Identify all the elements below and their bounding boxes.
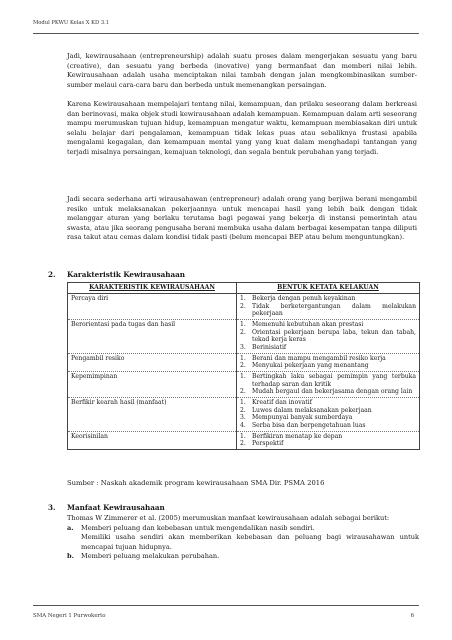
behavior-item-text: Berfikiran menatap ke depan (252, 432, 343, 440)
behavior-cell (237, 398, 420, 432)
table-header-characteristic: KARAKTERISTIK KEWIRAUSAHAAN (68, 283, 237, 294)
trait-cell: Pengambil resiko (68, 353, 237, 372)
table-row (68, 398, 420, 432)
behavior-item-number: 2. (240, 328, 246, 336)
behavior-item-number: 2. (240, 440, 246, 447)
behavior-item-number: 2. (240, 388, 246, 395)
behavior-item (240, 355, 416, 363)
trait-cell: Berorientasi pada tugas dan hasil (68, 320, 237, 354)
list-item (67, 524, 419, 534)
behavior-item-text: Berinisiatif (252, 343, 287, 351)
behavior-item-number: 4. (240, 421, 246, 429)
behavior-list (240, 321, 416, 351)
list-item-detail: Memiliki usaha sendiri akan memberikan kebebasan dan peluang bagi wirausahawan untuk mencapai tujuan hidupnya. (81, 533, 419, 551)
list-item-letter: b. (67, 552, 74, 561)
list-item-text: Memberi peluang dan kebebasan untuk mengendalikan nasib sendiri. (81, 523, 315, 532)
behavior-item (240, 407, 416, 415)
behavior-item-number: 2. (240, 362, 246, 369)
behavior-item-text: Menyukai pekerjaan yang menantang (252, 362, 369, 369)
behavior-item-text: Perspektif (252, 440, 284, 447)
behavior-item-number: 1. (240, 321, 246, 328)
trait-cell: Keorisinilan (68, 431, 237, 450)
header-divider (33, 33, 419, 34)
behavior-item-number: 2. (240, 406, 246, 414)
behavior-cell (237, 294, 420, 320)
behavior-cell (237, 353, 420, 372)
section-3-intro: Thomas W Zimmerer et al. (2005) merumuskan manfaat kewirausahaan adalah sebagai berikut: (67, 514, 390, 522)
table-row (68, 353, 420, 372)
footer-divider (33, 605, 419, 606)
table-row (68, 320, 420, 354)
behavior-item (240, 388, 416, 396)
section-2-title (48, 270, 185, 279)
behavior-item-text: Tidak berketergantungan dalam melakukan pekerjaan (252, 302, 416, 317)
behavior-item-text: Orientasi pekerjaan berupa laba, tekun dan tabah, tekad kerja keras (252, 328, 416, 343)
trait-cell: Berfikir kearah hasil (manfaat) (68, 398, 237, 432)
behavior-item-number: 2. (240, 302, 246, 310)
behavior-item-text: Bekerja dengan penuh keyakinan (252, 295, 356, 302)
table-header-row (68, 283, 420, 294)
behavior-item (240, 414, 416, 422)
table-source: Sumber : Naskah akademik program kewirausahaan SMA Dir. PSMA 2016 (67, 479, 325, 487)
list-item-detail-row (67, 533, 419, 552)
behavior-item (240, 321, 416, 329)
table-header-behavior: BENTUK KETATA KELAKUAN (237, 283, 420, 294)
behavior-item (240, 373, 416, 388)
table-row (68, 372, 420, 398)
table-body (68, 294, 420, 450)
behavior-item-number: 1. (240, 373, 246, 380)
table-row (68, 431, 420, 450)
section-2-number: 2. (48, 270, 56, 279)
trait-cell: Kepemimpinan (68, 372, 237, 398)
behavior-cell (237, 372, 420, 398)
section-2-heading: Karakteristik Kewirausahaan (67, 270, 186, 279)
behavior-item-number: 1. (240, 399, 246, 406)
page-header: Modul PKWU Kelas X KD 3.1 (33, 20, 110, 26)
behavior-item-text: Serba bisa dan berpengetahuan luas (252, 421, 366, 429)
list-item-letter: a. (67, 523, 74, 532)
behavior-list (240, 355, 416, 370)
page-number: 6 (410, 613, 414, 619)
behavior-item-number: 3. (240, 343, 246, 351)
behavior-item-text: Memenuhi kebutuhan akan prestasi (252, 321, 364, 328)
behavior-item (240, 440, 416, 448)
list-item (67, 552, 419, 562)
behavior-item-text: Mudah bergaul dan bekerjasama dengan orang lain (252, 388, 413, 395)
behavior-cell (237, 431, 420, 450)
behavior-item (240, 422, 416, 430)
behavior-item-text: Mempunyai banyak sumberdaya (252, 414, 353, 421)
behavior-item-text: Berani dan mampu mengambil resiko kerja (252, 354, 386, 362)
behavior-item-text: Kreatif dan inovatif (252, 399, 312, 406)
behavior-item-text: Luwes dalam melaksanakan pekerjaan (252, 406, 372, 414)
characteristics-table (67, 282, 420, 450)
behavior-item-number: 1. (240, 354, 246, 362)
behavior-item (240, 329, 416, 344)
list-item-text: Memberi peluang melakukan perubahan. (81, 552, 220, 561)
behavior-item-text: Bertingkah laku sebagai pemimpin yang terbuka terhadap saran dan kritik (252, 373, 416, 388)
behavior-list (240, 433, 416, 448)
section-3-number: 3. (48, 503, 56, 512)
trait-cell: Percaya diri (68, 294, 237, 320)
behavior-list (240, 373, 416, 396)
behavior-item-number: 1. (240, 432, 246, 440)
section-3-body (67, 514, 419, 562)
paragraph-1: Jadi, kewirausahaan (entrepreneurship) adalah suatu proses dalam mengerjakan sesuatu yang baru (creative), dan sesuatu yang berbeda (inovative) yang bermanfaat dan memberi nilai lebih. Kewirausahaan adalah usaha menciptakan nilai tambah dengan jalan mengkombinasikan sumber-sumber melaui cara-cara baru dan berbeda untuk memenangkan persaingan. (67, 52, 417, 89)
behavior-list (240, 399, 416, 429)
behavior-list (240, 295, 416, 318)
footer-school: SMA Negeri 1 Purwokerto (33, 613, 106, 619)
behavior-item (240, 399, 416, 407)
section-3-title (48, 503, 165, 512)
table-row (68, 294, 420, 320)
behavior-item-number: 1. (240, 295, 246, 302)
paragraph-3: Jadi secara sederhana arti wirausahawan (entrepreneur) adalah orang yang berjiwa berani mengambil resiko untuk melaksanakan pekerjaannya untuk mencapai hasil yang lebih baik dengan tidak melanggar aturan yang berlaku terutama bagi pegawai yang bekerja di instansi pemerintah atau swasta, atau jika seorang pengusaha berani membuka usaha dalam berbagai kesempatan tanpa diliputi rasa takut atau cemas dalam kondisi tidak pasti (belum mencapai BEP atau belum menguntungkan). (67, 195, 417, 242)
behavior-item (240, 303, 416, 318)
paragraph-2: Karena Kewirausahaan mempelajari tentang nilai, kemampuan, dan prilaku seseorang dalam berkreasi dan berinovasi, maka objek studi kewirausahaan adalah kemampuan. Kemampuan dalam arti seseorang mampu merumuskan tujuan hidup, kemampuan mengatur waktu, kemampuan membiasakan diri untuk selalu belajar dari pengalaman, kemampuan tidak lekas puas atau sebaliknya frustasi apabila mengalami kegagalan, dan kemampuan mental yang yang kuat dalam menghadapi tantangan yang terjadi misalnya persaingan, kemajuan teknologi, dan segala bentuk perubahan yang terjadi. (67, 100, 417, 156)
behavior-item (240, 344, 416, 352)
behavior-item (240, 295, 416, 303)
behavior-cell (237, 320, 420, 354)
behavior-item (240, 433, 416, 441)
section-3-heading: Manfaat Kewirausahaan (67, 503, 165, 512)
behavior-item-number: 3. (240, 414, 246, 421)
behavior-item (240, 362, 416, 370)
